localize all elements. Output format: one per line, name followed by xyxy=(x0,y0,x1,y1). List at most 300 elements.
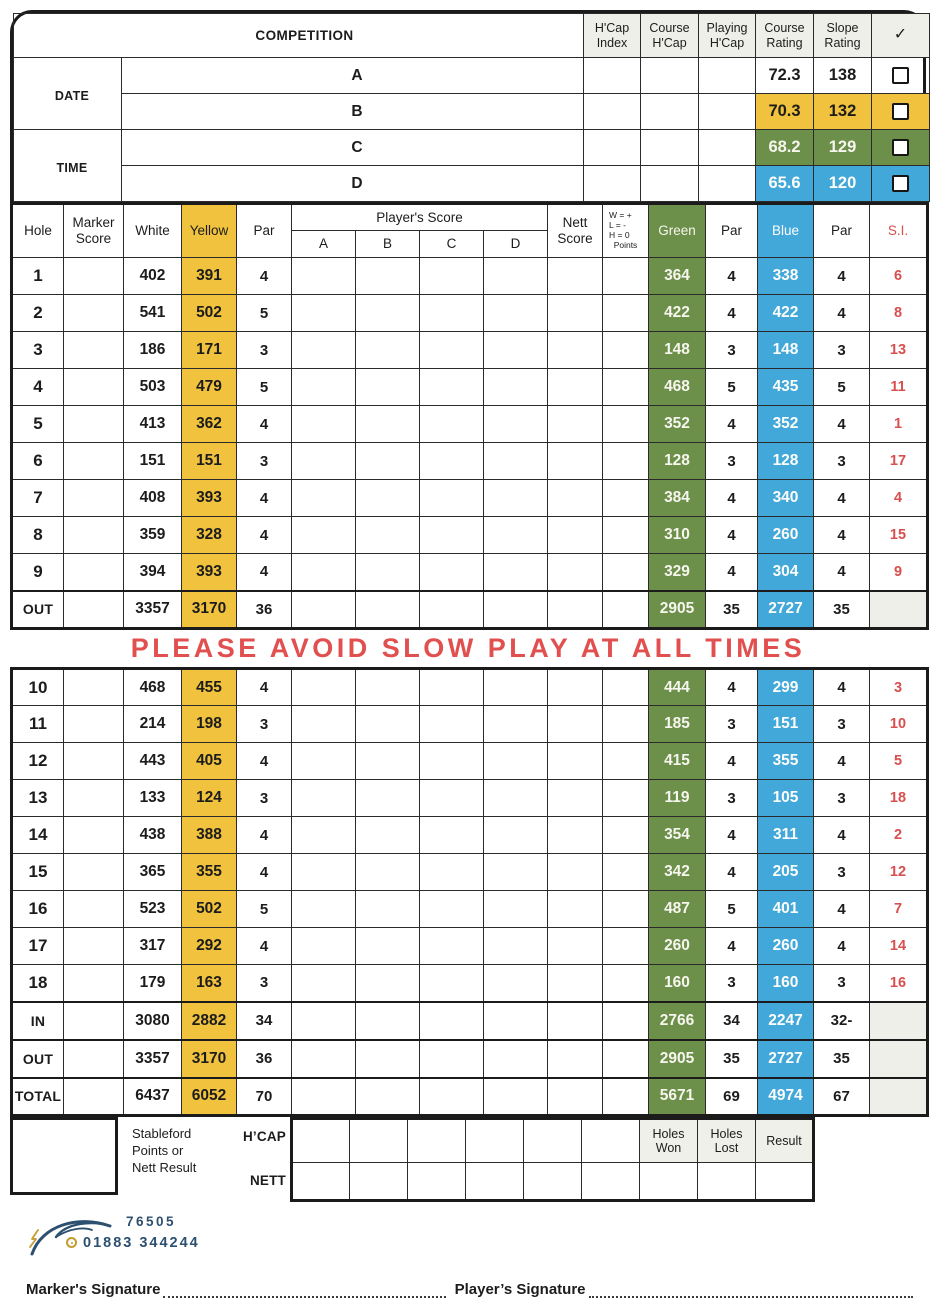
yellow-yardage: 391 xyxy=(182,258,237,295)
points-cell xyxy=(603,332,649,369)
blue-yardage: 311 xyxy=(758,817,814,854)
points-cell xyxy=(603,480,649,517)
white-yardage: 443 xyxy=(124,743,182,780)
green-par: 5 xyxy=(706,369,758,406)
blue-yardage: 148 xyxy=(758,332,814,369)
hole-row xyxy=(12,332,928,369)
player-c-score-cell xyxy=(420,1040,484,1078)
yellow-tee-header: Yellow xyxy=(182,204,237,258)
player-c-score-cell xyxy=(420,480,484,517)
green-par: 4 xyxy=(706,669,758,706)
green-yardage: 415 xyxy=(649,743,706,780)
playing-hcap-cell-d xyxy=(699,166,756,202)
green-par: 69 xyxy=(706,1078,758,1116)
stroke-index: 6 xyxy=(870,258,928,295)
hcap-index-cell-b xyxy=(584,94,641,130)
player-d-score-cell xyxy=(484,406,548,443)
hole-row xyxy=(12,891,928,928)
course-hcap-cell-b xyxy=(641,94,699,130)
tick-cell-c xyxy=(872,130,930,166)
hole-row xyxy=(12,817,928,854)
blue-par: 3 xyxy=(814,780,870,817)
tick-cell-d xyxy=(872,166,930,202)
date-label: DATE xyxy=(14,58,122,130)
player-a-score-cell xyxy=(292,443,356,480)
par-value: 3 xyxy=(237,780,292,817)
course-hcap-line1: Course xyxy=(649,20,690,35)
green-par: 3 xyxy=(706,965,758,1002)
blue-par: 4 xyxy=(814,406,870,443)
green-yardage: 260 xyxy=(649,928,706,965)
hcap-index-cell-c xyxy=(584,130,641,166)
white-yardage: 402 xyxy=(124,258,182,295)
marker-signature-line xyxy=(163,1284,445,1298)
playing-hcap-line2: H'Cap xyxy=(709,35,745,50)
par-value: 36 xyxy=(237,591,292,629)
hole-number: 7 xyxy=(12,480,64,517)
player-b-score-cell xyxy=(356,965,420,1002)
player-d-score-cell xyxy=(484,591,548,629)
green-par: 4 xyxy=(706,743,758,780)
blue-par: 4 xyxy=(814,928,870,965)
player-a-score-cell xyxy=(292,891,356,928)
competition-section xyxy=(10,10,926,202)
blue-par: 35 xyxy=(814,1040,870,1078)
hole-number: 8 xyxy=(12,517,64,554)
checkbox-a xyxy=(892,67,909,84)
par-green-header: Par xyxy=(706,204,758,258)
par-value: 34 xyxy=(237,1002,292,1040)
player-d-score-cell xyxy=(484,1040,548,1078)
playing-hcap-header xyxy=(699,14,756,58)
stroke-index: 4 xyxy=(870,480,928,517)
hole-row xyxy=(12,369,928,406)
player-d-score-cell xyxy=(484,891,548,928)
points-cell xyxy=(603,780,649,817)
points-cell xyxy=(603,854,649,891)
playing-hcap-cell-c xyxy=(699,130,756,166)
yellow-yardage: 198 xyxy=(182,706,237,743)
yellow-yardage: 2882 xyxy=(182,1002,237,1040)
marker-score-cell xyxy=(64,480,124,517)
points-cell xyxy=(603,369,649,406)
green-par: 35 xyxy=(706,1040,758,1078)
nett-cell-6 xyxy=(582,1163,640,1201)
hole-row xyxy=(12,965,928,1002)
holes-lost-header xyxy=(698,1119,756,1163)
green-par: 4 xyxy=(706,480,758,517)
blue-par: 3 xyxy=(814,332,870,369)
slope-rating-b: 132 xyxy=(814,94,872,130)
phone-number: 01883 344244 xyxy=(83,1235,200,1251)
yellow-yardage: 3170 xyxy=(182,591,237,629)
yellow-yardage: 151 xyxy=(182,443,237,480)
player-c-score-cell xyxy=(420,443,484,480)
player-c-score-cell xyxy=(420,928,484,965)
course-rating-line2: Rating xyxy=(766,35,803,50)
green-par: 4 xyxy=(706,406,758,443)
marker-score-cell xyxy=(64,780,124,817)
marker-score-cell xyxy=(64,591,124,629)
marker-score-cell xyxy=(64,517,124,554)
hcap-grid-row xyxy=(292,1119,814,1163)
signature-row xyxy=(26,1281,916,1298)
blue-par: 4 xyxy=(814,743,870,780)
summary-row xyxy=(12,1078,928,1116)
hole-number: 11 xyxy=(12,706,64,743)
marker-score-cell xyxy=(64,817,124,854)
phone-ring-icon xyxy=(66,1237,77,1248)
points-cell xyxy=(603,406,649,443)
blue-par: 4 xyxy=(814,517,870,554)
player-d-score-cell xyxy=(484,965,548,1002)
player-b-score-cell xyxy=(356,1002,420,1040)
nett-score-cell xyxy=(548,891,603,928)
par-value: 4 xyxy=(237,517,292,554)
par-value: 4 xyxy=(237,928,292,965)
green-yardage: 329 xyxy=(649,554,706,591)
blue-yardage: 260 xyxy=(758,517,814,554)
green-yardage: 5671 xyxy=(649,1078,706,1116)
stroke-index: 7 xyxy=(870,891,928,928)
blue-yardage: 304 xyxy=(758,554,814,591)
par-value: 70 xyxy=(237,1078,292,1116)
green-tee-header: Green xyxy=(649,204,706,258)
hole-row xyxy=(12,517,928,554)
hcap-row-label: H’CAP xyxy=(242,1129,286,1144)
green-par: 4 xyxy=(706,854,758,891)
green-par: 35 xyxy=(706,591,758,629)
marker-score-cell xyxy=(64,1040,124,1078)
blue-yardage: 205 xyxy=(758,854,814,891)
player-c-score-cell xyxy=(420,854,484,891)
points-cell xyxy=(603,554,649,591)
stroke-index xyxy=(870,1002,928,1040)
white-yardage: 214 xyxy=(124,706,182,743)
blue-par: 3 xyxy=(814,854,870,891)
par-value: 3 xyxy=(237,443,292,480)
hole-number: 3 xyxy=(12,332,64,369)
player-c-score-cell xyxy=(420,743,484,780)
blue-par: 35 xyxy=(814,591,870,629)
player-b-score-cell xyxy=(356,891,420,928)
player-signature-label: Player’s Signature xyxy=(454,1281,586,1298)
par-value: 4 xyxy=(237,258,292,295)
hcap-cell-2 xyxy=(350,1119,408,1163)
points-cell xyxy=(603,817,649,854)
points-cell xyxy=(603,1078,649,1116)
tee-d-letter: D xyxy=(122,166,584,202)
nett-score-cell xyxy=(548,332,603,369)
points-cell xyxy=(603,891,649,928)
nett-score-cell xyxy=(548,406,603,443)
player-d-score-cell xyxy=(484,369,548,406)
tee-a-letter: A xyxy=(122,58,584,94)
blue-par: 4 xyxy=(814,669,870,706)
blue-yardage: 105 xyxy=(758,780,814,817)
marker-score-cell xyxy=(64,965,124,1002)
points-cell xyxy=(603,295,649,332)
blue-yardage: 355 xyxy=(758,743,814,780)
par-value: 5 xyxy=(237,891,292,928)
player-a-score-cell xyxy=(292,928,356,965)
blue-yardage: 340 xyxy=(758,480,814,517)
stroke-index xyxy=(870,1040,928,1078)
checkbox-b xyxy=(892,103,909,120)
playing-hcap-cell-a xyxy=(699,58,756,94)
player-c-score-cell xyxy=(420,406,484,443)
green-par: 4 xyxy=(706,554,758,591)
player-b-score-cell xyxy=(356,332,420,369)
nett-score-cell xyxy=(548,817,603,854)
player-b-score-cell xyxy=(356,854,420,891)
par-value: 36 xyxy=(237,1040,292,1078)
player-a-score-cell xyxy=(292,406,356,443)
nett-score-cell xyxy=(548,669,603,706)
green-yardage: 354 xyxy=(649,817,706,854)
stroke-index xyxy=(870,591,928,629)
nett-score-cell xyxy=(548,480,603,517)
player-c-score-cell xyxy=(420,706,484,743)
player-a-score-cell xyxy=(292,554,356,591)
green-yardage: 2905 xyxy=(649,1040,706,1078)
player-a-score-cell xyxy=(292,1078,356,1116)
nett-cell-3 xyxy=(408,1163,466,1201)
green-yardage: 487 xyxy=(649,891,706,928)
front-nine-body xyxy=(12,258,928,629)
yellow-yardage: 3170 xyxy=(182,1040,237,1078)
blue-par: 32- xyxy=(814,1002,870,1040)
points-key-header xyxy=(603,204,649,258)
player-a-score-cell xyxy=(292,295,356,332)
hcap-index-cell-d xyxy=(584,166,641,202)
stableford-label xyxy=(132,1126,196,1177)
marker-score-cell xyxy=(64,406,124,443)
par-value: 4 xyxy=(237,817,292,854)
player-b-score-cell xyxy=(356,406,420,443)
blue-par: 3 xyxy=(814,443,870,480)
marker-score-cell xyxy=(64,743,124,780)
nett-score-header xyxy=(548,204,603,258)
nett-score-cell xyxy=(548,780,603,817)
points-cell xyxy=(603,965,649,1002)
blue-par: 4 xyxy=(814,295,870,332)
hole-row xyxy=(12,443,928,480)
par-value: 4 xyxy=(237,854,292,891)
stableford-section xyxy=(10,1117,926,1207)
yellow-yardage: 502 xyxy=(182,891,237,928)
playing-hcap-line1: Playing xyxy=(706,20,748,35)
stroke-index: 14 xyxy=(870,928,928,965)
blue-par: 4 xyxy=(814,891,870,928)
marker-score-cell xyxy=(64,258,124,295)
stroke-index xyxy=(870,1078,928,1116)
yellow-yardage: 328 xyxy=(182,517,237,554)
player-d-header: D xyxy=(484,231,548,258)
par-value: 4 xyxy=(237,554,292,591)
blank-result-box xyxy=(10,1117,118,1195)
row-label: TOTAL xyxy=(12,1078,64,1116)
nett-score-cell xyxy=(548,928,603,965)
player-b-score-cell xyxy=(356,780,420,817)
green-par: 3 xyxy=(706,780,758,817)
blue-yardage: 352 xyxy=(758,406,814,443)
hole-row xyxy=(12,780,928,817)
hole-row xyxy=(12,406,928,443)
player-d-score-cell xyxy=(484,295,548,332)
marker-line1: Marker xyxy=(72,215,115,231)
green-yardage: 148 xyxy=(649,332,706,369)
hcap-cell-6 xyxy=(582,1119,640,1163)
player-a-score-cell xyxy=(292,743,356,780)
marker-score-cell xyxy=(64,706,124,743)
green-par: 4 xyxy=(706,928,758,965)
checkbox-c xyxy=(892,139,909,156)
player-c-header: C xyxy=(420,231,484,258)
par-value: 3 xyxy=(237,965,292,1002)
marker-score-cell xyxy=(64,332,124,369)
slope-rating-c: 129 xyxy=(814,130,872,166)
player-b-score-cell xyxy=(356,517,420,554)
hcap-cell-1 xyxy=(292,1119,350,1163)
green-yardage: 342 xyxy=(649,854,706,891)
player-d-score-cell xyxy=(484,332,548,369)
marker-score-header xyxy=(64,204,124,258)
result-grid xyxy=(290,1117,815,1202)
marker-signature-label: Marker's Signature xyxy=(26,1281,161,1298)
green-yardage: 185 xyxy=(649,706,706,743)
tee-c-letter: C xyxy=(122,130,584,166)
stroke-index: 9 xyxy=(870,554,928,591)
green-yardage: 2766 xyxy=(649,1002,706,1040)
stroke-index: 16 xyxy=(870,965,928,1002)
marker-score-cell xyxy=(64,369,124,406)
course-rating-a: 72.3 xyxy=(756,58,814,94)
nett-line2: Score xyxy=(557,231,593,246)
printer-logo-block xyxy=(26,1211,326,1265)
yellow-yardage: 502 xyxy=(182,295,237,332)
green-par: 34 xyxy=(706,1002,758,1040)
slope-rating-d: 120 xyxy=(814,166,872,202)
player-b-score-cell xyxy=(356,669,420,706)
green-yardage: 160 xyxy=(649,965,706,1002)
player-c-score-cell xyxy=(420,517,484,554)
player-b-header: B xyxy=(356,231,420,258)
white-yardage: 3357 xyxy=(124,591,182,629)
green-par: 5 xyxy=(706,891,758,928)
hcap-cell-4 xyxy=(466,1119,524,1163)
hole-row xyxy=(12,743,928,780)
holes-won-header xyxy=(640,1119,698,1163)
course-hcap-cell-c xyxy=(641,130,699,166)
nett-score-cell xyxy=(548,706,603,743)
hole-number: 13 xyxy=(12,780,64,817)
result-cell xyxy=(756,1163,814,1201)
marker-score-cell xyxy=(64,554,124,591)
holes-lost-line2: Lost xyxy=(714,1141,739,1155)
player-b-score-cell xyxy=(356,295,420,332)
par-value: 3 xyxy=(237,706,292,743)
player-b-score-cell xyxy=(356,928,420,965)
player-b-score-cell xyxy=(356,554,420,591)
tee-row-d xyxy=(14,166,930,202)
points-cell xyxy=(603,1040,649,1078)
playing-hcap-cell-b xyxy=(699,94,756,130)
blue-yardage: 160 xyxy=(758,965,814,1002)
stroke-index: 5 xyxy=(870,743,928,780)
blue-yardage: 260 xyxy=(758,928,814,965)
green-yardage: 2905 xyxy=(649,591,706,629)
par-blue-header: Par xyxy=(814,204,870,258)
green-yardage: 422 xyxy=(649,295,706,332)
hole-number: 10 xyxy=(12,669,64,706)
yellow-yardage: 6052 xyxy=(182,1078,237,1116)
white-yardage: 151 xyxy=(124,443,182,480)
blue-yardage: 422 xyxy=(758,295,814,332)
players-score-header: Player's Score xyxy=(292,204,548,231)
player-d-score-cell xyxy=(484,443,548,480)
nett-score-cell xyxy=(548,517,603,554)
player-c-score-cell xyxy=(420,780,484,817)
player-c-score-cell xyxy=(420,669,484,706)
hole-number: 17 xyxy=(12,928,64,965)
hole-number: 6 xyxy=(12,443,64,480)
green-par: 4 xyxy=(706,258,758,295)
stroke-index-header: S.I. xyxy=(870,204,928,258)
nett-score-cell xyxy=(548,258,603,295)
row-label: OUT xyxy=(12,1040,64,1078)
hole-number: 5 xyxy=(12,406,64,443)
stableford-line1: Stableford xyxy=(132,1126,192,1141)
holes-won-cell xyxy=(640,1163,698,1201)
nett-cell-4 xyxy=(466,1163,524,1201)
marker-score-cell xyxy=(64,1002,124,1040)
marker-score-cell xyxy=(64,443,124,480)
result-header: Result xyxy=(756,1119,814,1163)
player-b-score-cell xyxy=(356,1040,420,1078)
player-b-score-cell xyxy=(356,591,420,629)
player-d-score-cell xyxy=(484,854,548,891)
points-win: W = + xyxy=(609,210,632,221)
marker-score-cell xyxy=(64,854,124,891)
green-par: 3 xyxy=(706,443,758,480)
blue-yardage: 4974 xyxy=(758,1078,814,1116)
nett-score-cell xyxy=(548,1002,603,1040)
stroke-index: 13 xyxy=(870,332,928,369)
white-yardage: 179 xyxy=(124,965,182,1002)
blue-yardage: 401 xyxy=(758,891,814,928)
checkbox-d xyxy=(892,175,909,192)
player-d-score-cell xyxy=(484,258,548,295)
hole-row xyxy=(12,928,928,965)
blue-par: 5 xyxy=(814,369,870,406)
points-lose: L = - xyxy=(609,220,626,231)
player-c-score-cell xyxy=(420,554,484,591)
white-yardage: 133 xyxy=(124,780,182,817)
yellow-yardage: 388 xyxy=(182,817,237,854)
player-a-score-cell xyxy=(292,1040,356,1078)
white-yardage: 541 xyxy=(124,295,182,332)
blue-tee-header: Blue xyxy=(758,204,814,258)
player-a-score-cell xyxy=(292,332,356,369)
green-par: 4 xyxy=(706,817,758,854)
points-cell xyxy=(603,928,649,965)
player-d-score-cell xyxy=(484,1002,548,1040)
white-yardage: 3357 xyxy=(124,1040,182,1078)
player-a-score-cell xyxy=(292,780,356,817)
tee-row-c xyxy=(14,130,930,166)
green-yardage: 310 xyxy=(649,517,706,554)
